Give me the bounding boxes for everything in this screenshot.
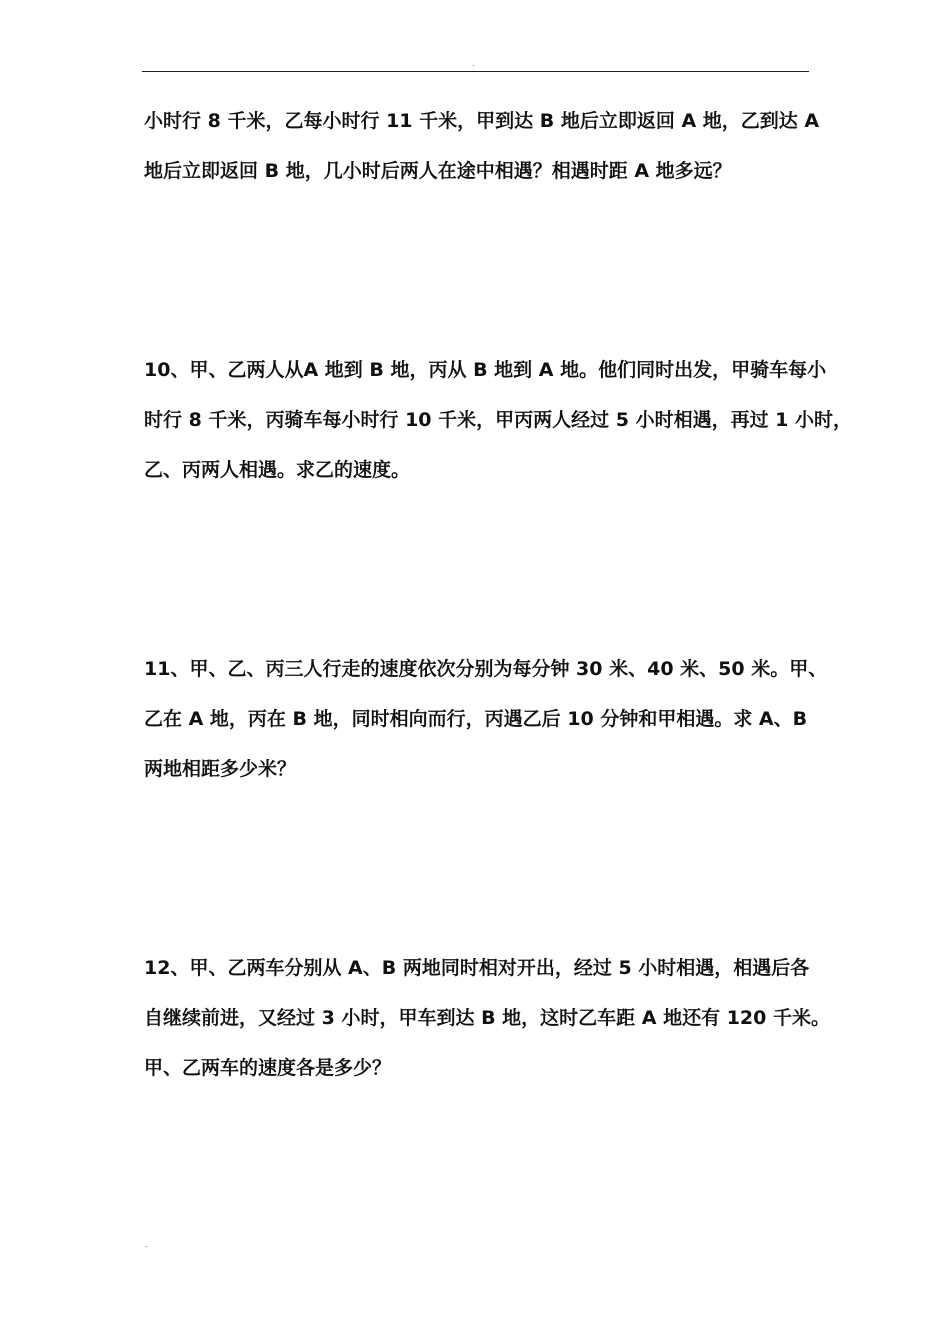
problem-line: 时行 8 千米，丙骑车每小时行 10 千米，甲丙两人经过 5 小时相遇，再过 1 小时， — [144, 409, 853, 431]
problem-line: 小时行 8 千米，乙每小时行 11 千米，甲到达 B 地后立即返回 A 地，乙到达 A — [144, 110, 820, 132]
problem-line: 12、甲、乙两车分别从 A、B 两地同时相对开出，经过 5 小时相遇，相遇后各 — [144, 957, 810, 979]
problem-line: 地后立即返回 B 地，几小时后两人在途中相遇？相遇时距 A 地多远？ — [144, 160, 732, 182]
header-mark: . — [472, 59, 475, 68]
problem-line: 乙在 A 地，丙在 B 地，同时相向而行，丙遇乙后 10 分钟和甲相遇。求 A、B — [144, 708, 808, 730]
footer-mark: . — [145, 1240, 148, 1249]
header-divider — [142, 71, 809, 72]
problem-line: 自继续前进，又经过 3 小时，甲车到达 B 地，这时乙车距 A 地还有 120 千米。 — [144, 1007, 830, 1029]
problem-line: 甲、乙两车的速度各是多少？ — [144, 1057, 392, 1079]
problem-line: 两地相距多少米？ — [144, 758, 297, 780]
problem-line: 11、甲、乙、丙三人行走的速度依次分别为每分钟 30 米、40 米、50 米。甲、 — [144, 658, 828, 680]
problem-line: 乙、丙两人相遇。求乙的速度。 — [144, 459, 411, 481]
problem-line: 10、甲、乙两人从A 地到 B 地，丙从 B 地到 A 地。他们同时出发，甲骑车每小 — [144, 359, 827, 381]
